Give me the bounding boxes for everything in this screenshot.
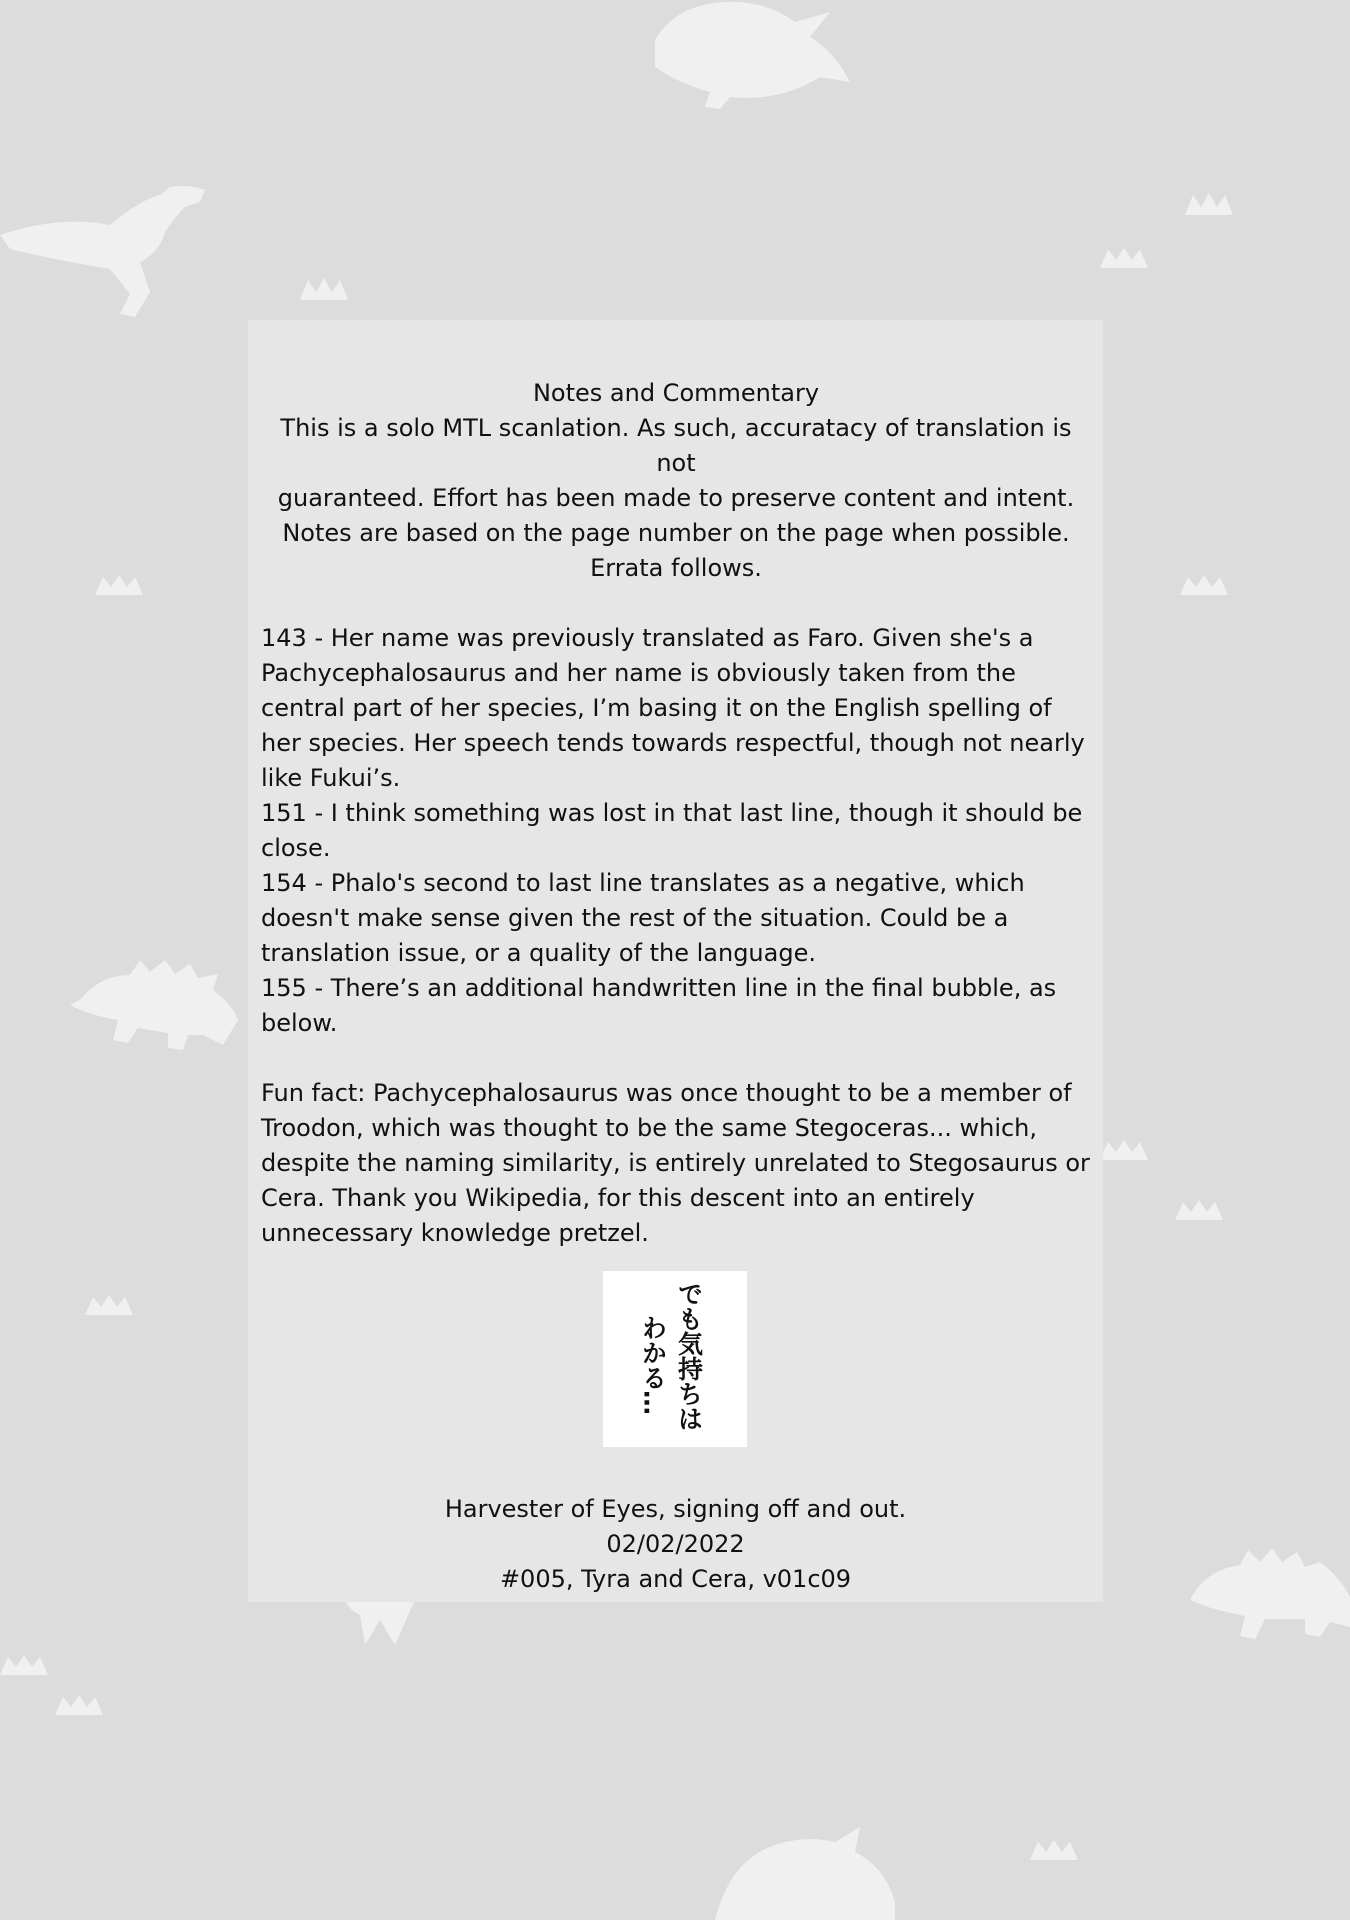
intro-line: guaranteed. Effort has been made to preserve content and intent. bbox=[277, 484, 1075, 512]
errata-list bbox=[261, 621, 1091, 1041]
signoff-line: Harvester of Eyes, signing off and out. bbox=[444, 1495, 907, 1523]
errata-note: 151 - I think something was lost in that last line, though it should be close. bbox=[261, 799, 1083, 862]
stegosaurus-silhouette bbox=[70, 960, 238, 1050]
page-title: Notes and Commentary bbox=[532, 379, 820, 407]
signoff bbox=[248, 1492, 1103, 1597]
intro-line: Notes are based on the page number on the page when possible. bbox=[282, 519, 1070, 547]
signoff-id: #005, Tyra and Cera, v01c09 bbox=[499, 1565, 852, 1593]
triceratops-silhouette bbox=[655, 2, 850, 109]
errata-note: 154 - Phalo's second to last line translates as a negative, which doesn't make sense given the rest of the situation. Could be a translation issue, or a quality of the language. bbox=[261, 869, 1025, 967]
fun-fact: Fun fact: Pachycephalosaurus was once thought to be a member of Troodon, which was thought to be the same Stegoceras... which, despite the naming similarity, is entirely unrelated to Stegosaurus or Cera. Thank you Wikipedia, for this descent into an entirely unnecessary knowledge pretzel. bbox=[261, 1079, 1090, 1247]
intro-line: This is a solo MTL scanlation. As such, accuratacy of translation is not bbox=[280, 414, 1072, 477]
triceratops-silhouette bbox=[715, 1827, 895, 1920]
handwritten-bubble-image bbox=[603, 1271, 747, 1447]
intro-line: Errata follows. bbox=[590, 554, 762, 582]
errata-note: 155 - There’s an additional handwritten line in the final bubble, as below. bbox=[261, 974, 1057, 1037]
intro-text bbox=[261, 411, 1091, 586]
tyrannosaurus-silhouette bbox=[0, 186, 205, 317]
stegosaurus-silhouette bbox=[1190, 1548, 1350, 1639]
bubble-text-left: わかる… bbox=[638, 1315, 668, 1415]
notes-panel bbox=[248, 320, 1103, 1602]
signoff-date: 02/02/2022 bbox=[606, 1530, 745, 1558]
errata-note: 143 - Her name was previously translated as Faro. Given she's a Pachycephalosaurus and her name is obviously taken from the central part of her species, I’m basing it on the English spelling of her species. Her speech tends towards respectful, though not nearly like Fukui’s. bbox=[261, 624, 1085, 792]
bubble-text-right: でも気持ちは bbox=[674, 1281, 704, 1431]
